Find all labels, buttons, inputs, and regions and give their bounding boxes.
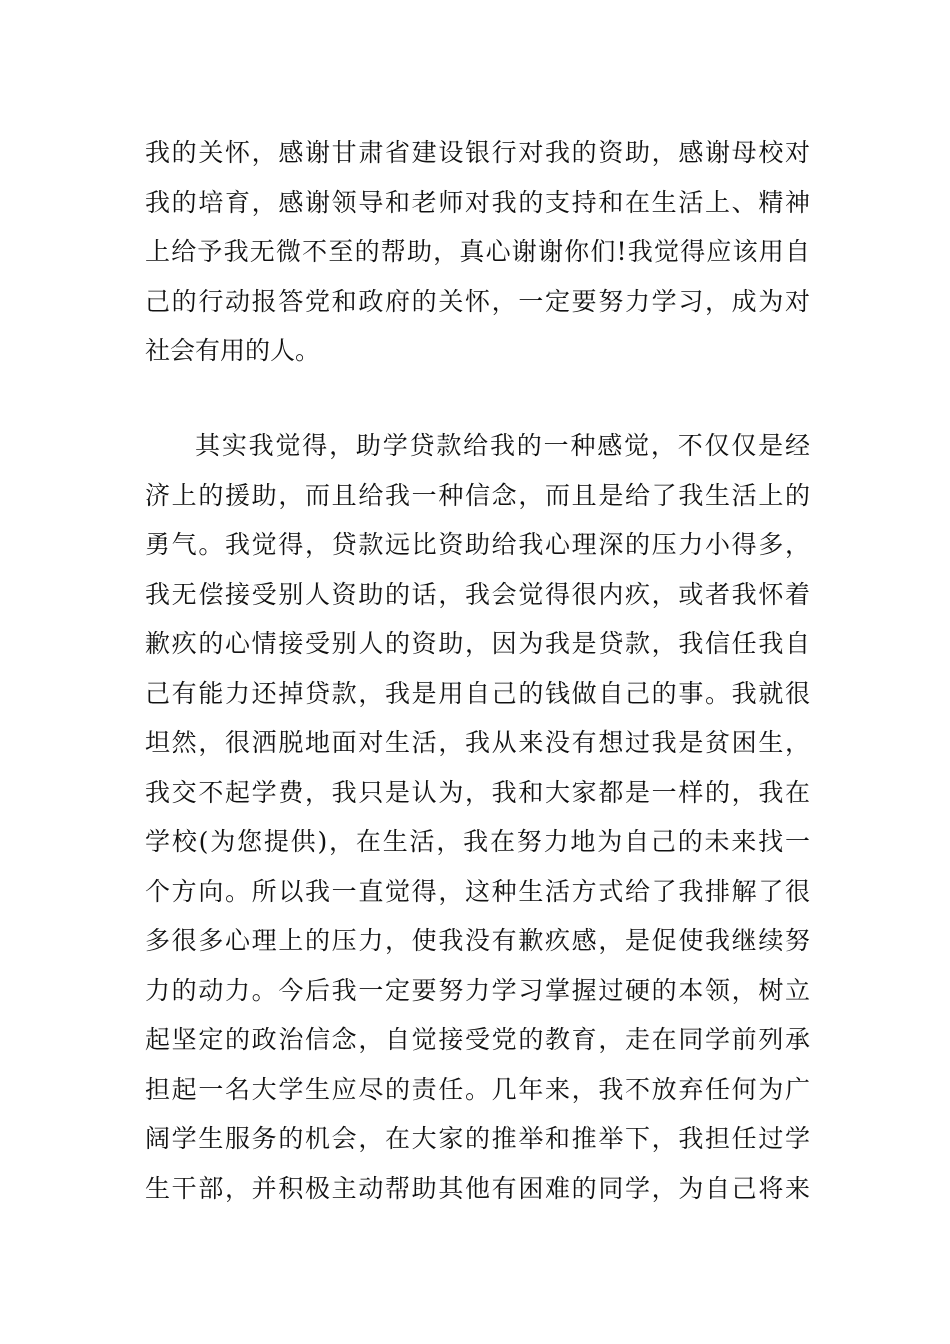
paragraph-line: 其实我觉得，助学贷款给我的一种感觉，不仅仅是经	[195, 431, 810, 460]
paragraph-line: 己有能力还掉贷款，我是用自己的钱做自己的事。我就很	[145, 678, 810, 708]
paragraph-line: 阔学生服务的机会，在大家的推举和推举下，我担任过学	[145, 1124, 810, 1153]
paragraph-line: 我的培育，感谢领导和老师对我的支持和在生活上、精神	[145, 187, 810, 217]
paragraph-line: 我交不起学费，我只是认为，我和大家都是一样的，我在	[145, 777, 810, 807]
paragraph-line: 济上的援助，而且给我一种信念，而且是给了我生活上的	[145, 480, 810, 510]
paragraph-line: 起坚定的政治信念，自觉接受党的教育，走在同学前列承	[145, 1025, 810, 1054]
paragraph-line: 我无偿接受别人资助的话，我会觉得很内疚，或者我怀着	[145, 579, 810, 609]
paragraph-line: 坦然，很洒脱地面对生活，我从来没有想过我是贫困生，	[145, 728, 810, 757]
paragraph-line: 己的行动报答党和政府的关怀，一定要努力学习，成为对	[145, 286, 810, 316]
paragraph-line: 个方向。所以我一直觉得，这种生活方式给了我排解了很	[145, 876, 810, 906]
paragraph-line: 担起一名大学生应尽的责任。几年来，我不放弃任何为广	[145, 1074, 810, 1104]
paragraph-line: 我的关怀，感谢甘肃省建设银行对我的资助，感谢母校对	[145, 138, 810, 167]
paragraph-line: 歉疚的心情接受别人的资助，因为我是贷款，我信任我自	[145, 629, 810, 658]
paragraph-2	[145, 421, 810, 1213]
paragraph-line: 多很多心理上的压力，使我没有歉疚感，是促使我继续努	[145, 926, 810, 955]
paragraph-line: 上给予我无微不至的帮助，真心谢谢你们!我觉得应该用自	[145, 237, 810, 266]
paragraph-1	[145, 128, 810, 376]
paragraph-line: 勇气。我觉得，贷款远比资助给我心理深的压力小得多，	[145, 530, 810, 559]
paragraph-line: 社会有用的人。	[145, 336, 321, 365]
paragraph-line: 生干部，并积极主动帮助其他有困难的同学，为自己将来	[145, 1173, 810, 1203]
paragraph-line: 学校(为您提供)，在生活，我在努力地为自己的未来找一	[145, 827, 810, 856]
paragraph-line: 力的动力。今后我一定要努力学习掌握过硬的本领，树立	[145, 975, 810, 1005]
